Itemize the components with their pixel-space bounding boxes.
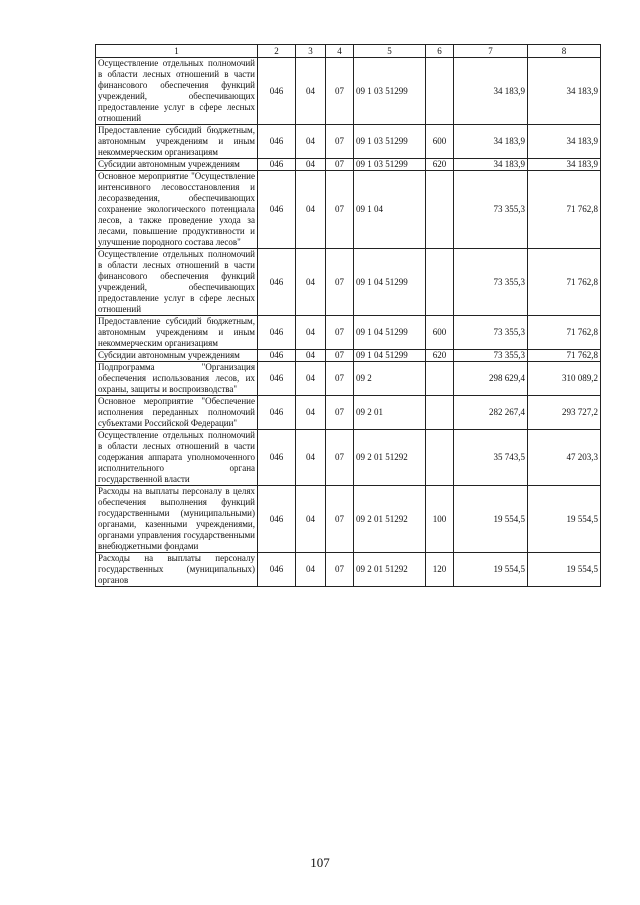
table-row: [96, 171, 601, 249]
row-vr: 100: [426, 486, 454, 553]
row-sum-year2: 71 762,8: [528, 350, 601, 362]
row-rz: 04: [296, 486, 326, 553]
row-sum-year1: 34 183,9: [454, 125, 528, 159]
row-ved: 046: [258, 159, 296, 171]
row-ved: 046: [258, 125, 296, 159]
row-vr: 120: [426, 553, 454, 587]
table-row: [96, 396, 601, 430]
row-name: Предоставление субсидий бюджетным, автономным учреждениям и иным некоммерческим организациям: [96, 316, 258, 350]
row-sum-year1: 73 355,3: [454, 350, 528, 362]
row-csr: 09 1 04 51299: [354, 316, 426, 350]
row-name: Расходы на выплаты персоналу в целях обеспечения выполнения функций государственными (муниципальными) органами, казенными учреждениями, органами управления государственными внебюджетными фондами: [96, 486, 258, 553]
row-ved: 046: [258, 430, 296, 486]
row-name: Основное мероприятие "Осуществление интенсивного лесовосстановления и лесоразведения, обеспечивающих сохранение экологического потенциала лесов, а также проведение ухода за лесами, повышение продуктивности и улучшение породного состава лесов": [96, 171, 258, 249]
table-row: [96, 430, 601, 486]
row-csr: 09 1 04: [354, 171, 426, 249]
row-sum-year2: 293 727,2: [528, 396, 601, 430]
row-csr: 09 1 04 51299: [354, 350, 426, 362]
row-vr: [426, 430, 454, 486]
row-vr: [426, 249, 454, 316]
row-name: Осуществление отдельных полномочий в области лесных отношений в части финансового обеспечения функций учреждений, обеспечивающих предоставление услуг в сфере лесных отношений: [96, 249, 258, 316]
row-sum-year2: 34 183,9: [528, 58, 601, 125]
row-pr: 07: [326, 430, 354, 486]
row-pr: 07: [326, 58, 354, 125]
row-rz: 04: [296, 58, 326, 125]
row-sum-year2: 19 554,5: [528, 486, 601, 553]
row-rz: 04: [296, 350, 326, 362]
row-ved: 046: [258, 316, 296, 350]
table-row: [96, 58, 601, 125]
header-cell-6: 6: [426, 45, 454, 58]
row-rz: 04: [296, 249, 326, 316]
row-pr: 07: [326, 486, 354, 553]
row-csr: 09 2 01 51292: [354, 553, 426, 587]
table-row: [96, 362, 601, 396]
row-sum-year1: 282 267,4: [454, 396, 528, 430]
table-row: [96, 316, 601, 350]
row-ved: 046: [258, 249, 296, 316]
row-sum-year1: 34 183,9: [454, 159, 528, 171]
row-name: Основное мероприятие "Обеспечение исполнения переданных полномочий субъектами Российской Федерации": [96, 396, 258, 430]
row-sum-year1: 35 743,5: [454, 430, 528, 486]
header-cell-2: 2: [258, 45, 296, 58]
row-sum-year2: 19 554,5: [528, 553, 601, 587]
row-pr: 07: [326, 171, 354, 249]
row-pr: 07: [326, 553, 354, 587]
row-pr: 07: [326, 350, 354, 362]
row-ved: 046: [258, 486, 296, 553]
row-rz: 04: [296, 125, 326, 159]
row-sum-year2: 310 089,2: [528, 362, 601, 396]
row-sum-year1: 73 355,3: [454, 249, 528, 316]
row-name: Подпрограмма "Организация обеспечения использования лесов, их охраны, защиты и воспроизводства": [96, 362, 258, 396]
row-csr: 09 1 03 51299: [354, 159, 426, 171]
row-ved: 046: [258, 58, 296, 125]
table-row: [96, 553, 601, 587]
header-row: [96, 45, 601, 58]
header-cell-8: 8: [528, 45, 601, 58]
row-ved: 046: [258, 362, 296, 396]
row-name: Осуществление отдельных полномочий в области лесных отношений в части содержания аппарата уполномоченного исполнительного органа государственной власти: [96, 430, 258, 486]
row-sum-year2: 34 183,9: [528, 159, 601, 171]
table-row: [96, 486, 601, 553]
page-number: 107: [310, 855, 330, 870]
row-sum-year2: 71 762,8: [528, 249, 601, 316]
row-csr: 09 1 03 51299: [354, 125, 426, 159]
row-rz: 04: [296, 430, 326, 486]
table-row: [96, 125, 601, 159]
row-name: Субсидии автономным учреждениям: [96, 159, 258, 171]
row-ved: 046: [258, 350, 296, 362]
budget-table: [95, 44, 601, 587]
header-cell-7: 7: [454, 45, 528, 58]
row-ved: 046: [258, 553, 296, 587]
row-name: Предоставление субсидий бюджетным, автономным учреждениям и иным некоммерческим организациям: [96, 125, 258, 159]
row-pr: 07: [326, 125, 354, 159]
row-sum-year1: 73 355,3: [454, 316, 528, 350]
row-rz: 04: [296, 159, 326, 171]
row-rz: 04: [296, 396, 326, 430]
row-name: Субсидии автономным учреждениям: [96, 350, 258, 362]
table-row: [96, 159, 601, 171]
row-ved: 046: [258, 171, 296, 249]
row-sum-year2: 47 203,3: [528, 430, 601, 486]
row-sum-year1: 298 629,4: [454, 362, 528, 396]
row-vr: 620: [426, 350, 454, 362]
row-vr: [426, 362, 454, 396]
row-sum-year2: 34 183,9: [528, 125, 601, 159]
header-cell-4: 4: [326, 45, 354, 58]
row-sum-year1: 34 183,9: [454, 58, 528, 125]
row-csr: 09 2 01 51292: [354, 430, 426, 486]
row-sum-year1: 73 355,3: [454, 171, 528, 249]
row-pr: 07: [326, 159, 354, 171]
row-vr: 600: [426, 316, 454, 350]
row-csr: 09 2 01: [354, 396, 426, 430]
row-vr: [426, 58, 454, 125]
row-vr: 600: [426, 125, 454, 159]
row-rz: 04: [296, 553, 326, 587]
row-pr: 07: [326, 362, 354, 396]
row-pr: 07: [326, 396, 354, 430]
row-rz: 04: [296, 316, 326, 350]
row-sum-year1: 19 554,5: [454, 553, 528, 587]
row-ved: 046: [258, 396, 296, 430]
row-name: Расходы на выплаты персоналу государственных (муниципальных) органов: [96, 553, 258, 587]
header-cell-1: 1: [96, 45, 258, 58]
row-vr: 620: [426, 159, 454, 171]
table-row: [96, 249, 601, 316]
header-cell-3: 3: [296, 45, 326, 58]
header-cell-5: 5: [354, 45, 426, 58]
row-csr: 09 1 03 51299: [354, 58, 426, 125]
row-rz: 04: [296, 171, 326, 249]
row-sum-year2: 71 762,8: [528, 171, 601, 249]
row-rz: 04: [296, 362, 326, 396]
row-sum-year2: 71 762,8: [528, 316, 601, 350]
row-name: Осуществление отдельных полномочий в области лесных отношений в части финансового обеспечения функций учреждений, обеспечивающих предоставление услуг в сфере лесных отношений: [96, 58, 258, 125]
table-row: [96, 350, 601, 362]
row-csr: 09 2: [354, 362, 426, 396]
row-sum-year1: 19 554,5: [454, 486, 528, 553]
row-vr: [426, 171, 454, 249]
row-csr: 09 1 04 51299: [354, 249, 426, 316]
row-vr: [426, 396, 454, 430]
row-pr: 07: [326, 316, 354, 350]
row-pr: 07: [326, 249, 354, 316]
row-csr: 09 2 01 51292: [354, 486, 426, 553]
